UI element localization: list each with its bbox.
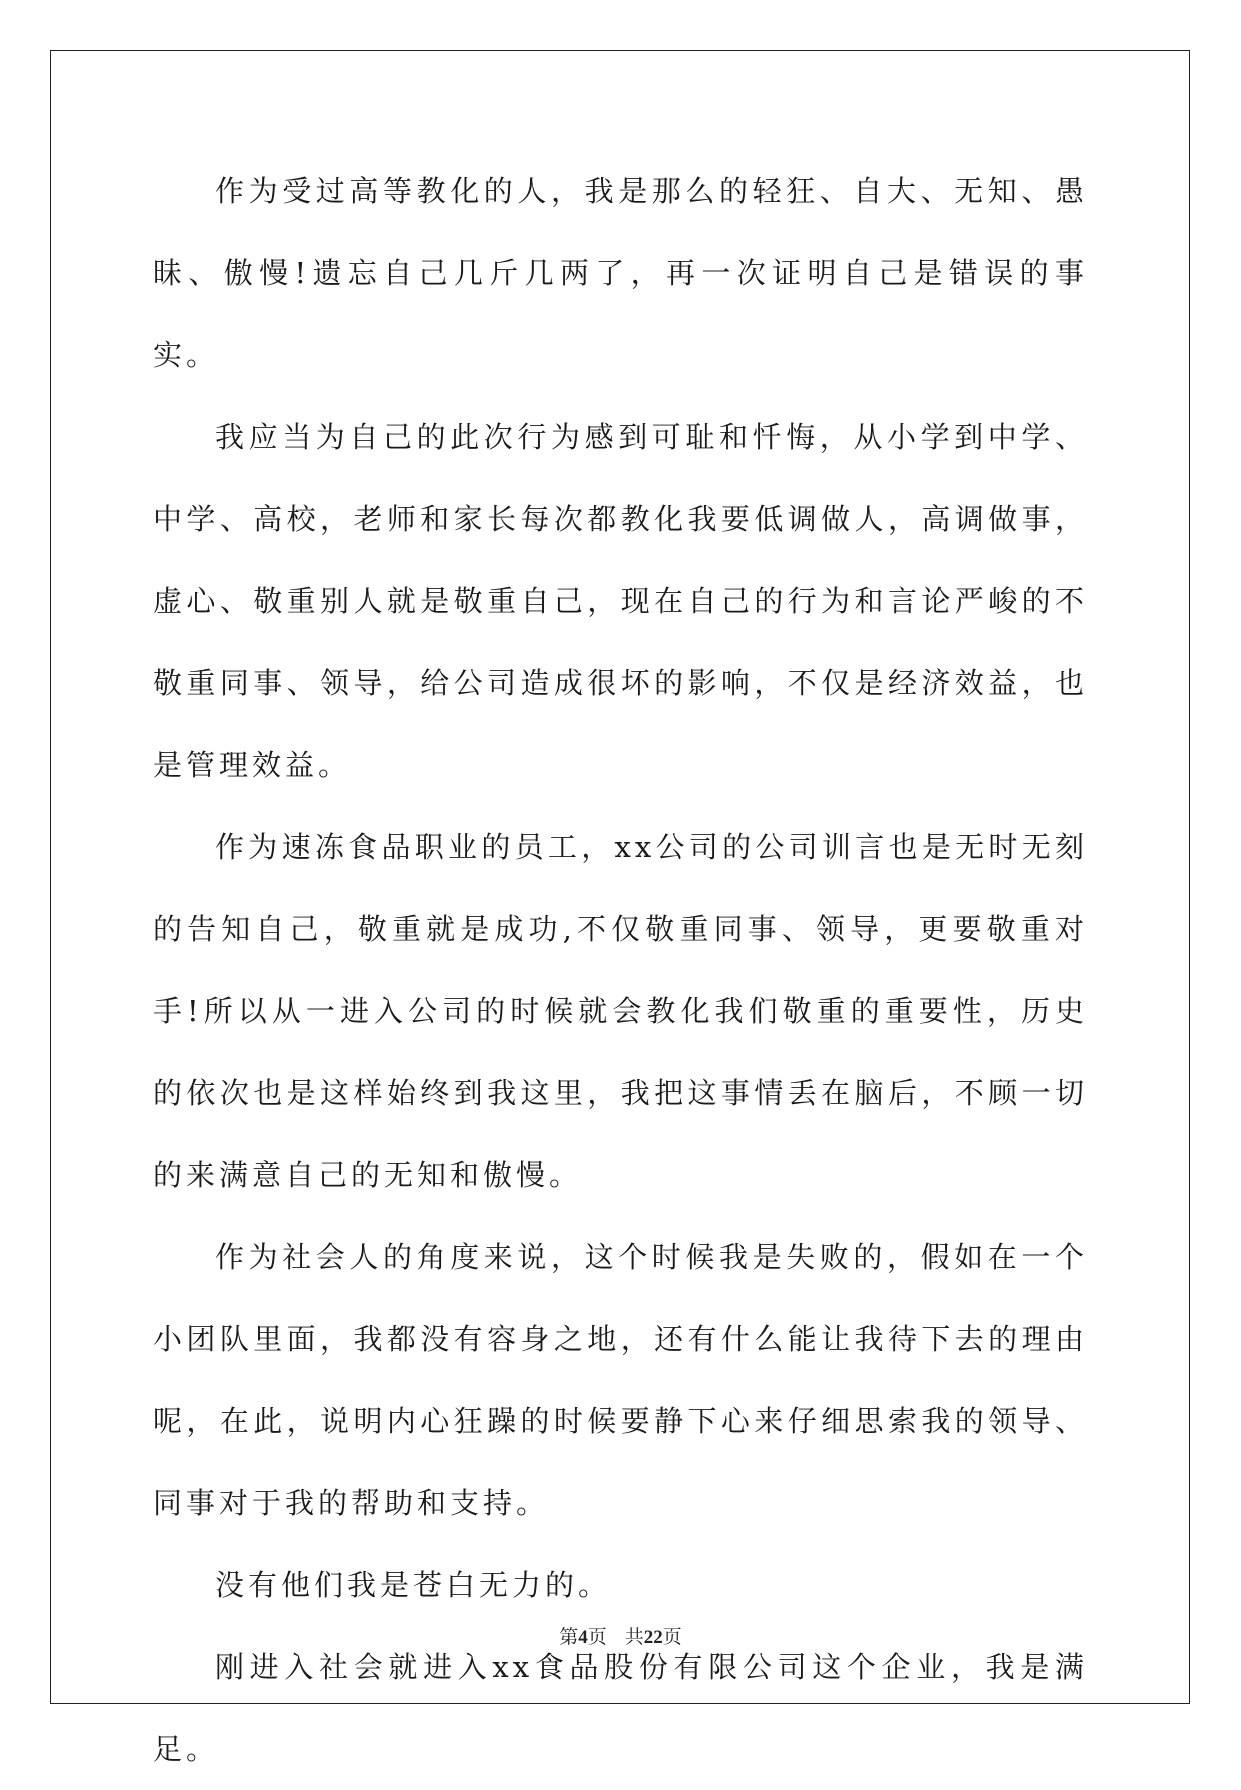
paragraph: 作为速冻食品职业的员工，xx公司的公司训言也是无时无刻的告知自己，敬重就是成功,不仅敬重同事、领导，更要敬重对手!所以从一进入公司的时候就会教化我们敬重的重要性，历史的依次也是这样始终到我这里，我把这事情丢在脑后，不顾一切的来满意自己的无知和傲慢。 <box>153 830 1088 1192</box>
paragraph: 刚进入社会就进入xx食品股份有限公司这个企业，我是满足。 <box>153 1650 1088 1766</box>
page-number: 4 <box>578 1627 588 1648</box>
page-prefix: 第 <box>559 1627 579 1648</box>
paragraph: 作为受过高等教化的人，我是那么的轻狂、自大、无知、愚昧、傲慢!遗忘自己几斤几两了，再一次证明自己是错误的事实。 <box>153 174 1088 372</box>
total-prefix: 共 <box>624 1627 644 1648</box>
paragraph: 我应当为自己的此次行为感到可耻和忏悔，从小学到中学、中学、高校，老师和家长每次都教化我要低调做人，高调做事，虚心、敬重别人就是敬重自己，现在自己的行为和言论严峻的不敬重同事、领导，给公司造成很坏的影响，不仅是经济效益，也是管理效益。 <box>153 420 1088 782</box>
page-footer <box>0 1622 1241 1649</box>
paragraph: 作为社会人的角度来说，这个时候我是失败的，假如在一个小团队里面，我都没有容身之地，还有什么能让我待下去的理由呢，在此，说明内心狂躁的时候要静下心来仔细思索我的领导、同事对于我的帮助和支持。 <box>153 1240 1088 1520</box>
document-body <box>153 150 1088 1790</box>
total-suffix: 页 <box>662 1627 682 1648</box>
page-suffix: 页 <box>587 1627 607 1648</box>
total-pages: 22 <box>643 1627 663 1648</box>
paragraph: 没有他们我是苍白无力的。 <box>215 1568 612 1602</box>
